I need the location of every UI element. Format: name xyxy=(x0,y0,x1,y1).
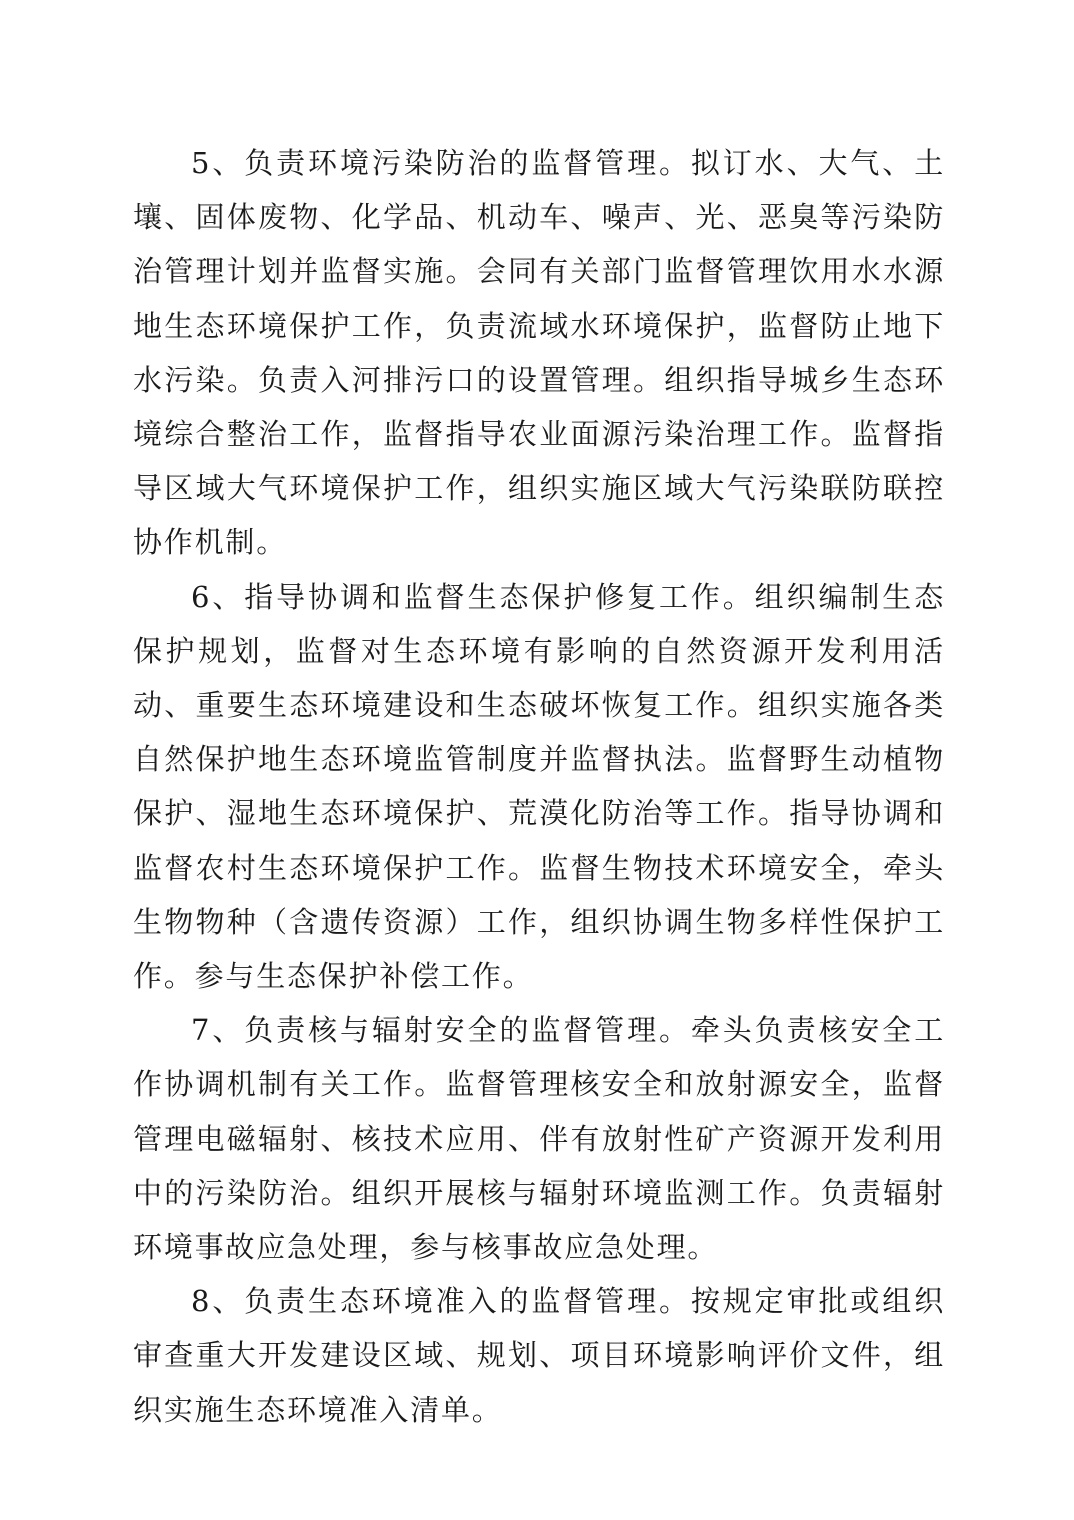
paragraph-item-6: 6、指导协调和监督生态保护修复工作。组织编制生态保护规划，监督对生态环境有影响的自然资源开发利用活动、重要生态环境建设和生态破坏恢复工作。组织实施各类自然保护地生态环境监管制度并监督执法。监督野生动植物保护、湿地生态环境保护、荒漠化防治等工作。指导协调和监督农村生态环境保护工作。监督生物技术环境安全，牵头生物物种（含遗传资源）工作，组织协调生物多样性保护工作。参与生态保护补偿工作。 xyxy=(133,579,945,994)
document-body xyxy=(133,136,945,1437)
paragraph-item-5: 5、负责环境污染防治的监督管理。拟订水、大气、土壤、固体废物、化学品、机动车、噪声、光、恶臭等污染防治管理计划并监督实施。会同有关部门监督管理饮用水水源地生态环境保护工作，负责流域水环境保护，监督防止地下水污染。负责入河排污口的设置管理。组织指导城乡生态环境综合整治工作，监督指导农业面源污染治理工作。监督指导区域大气环境保护工作，组织实施区域大气污染联防联控协作机制。 xyxy=(133,146,945,560)
paragraph-item-8: 8、负责生态环境准入的监督管理。按规定审批或组织审查重大开发建设区域、规划、项目环境影响评价文件，组织实施生态环境准入清单。 xyxy=(133,1284,945,1427)
paragraph-item-7: 7、负责核与辐射安全的监督管理。牵头负责核安全工作协调机制有关工作。监督管理核安全和放射源安全，监督管理电磁辐射、核技术应用、伴有放射性矿产资源开发利用中的污染防治。组织开展核与辐射环境监测工作。负责辐射环境事故应急处理，参与核事故应急处理。 xyxy=(133,1013,945,1265)
